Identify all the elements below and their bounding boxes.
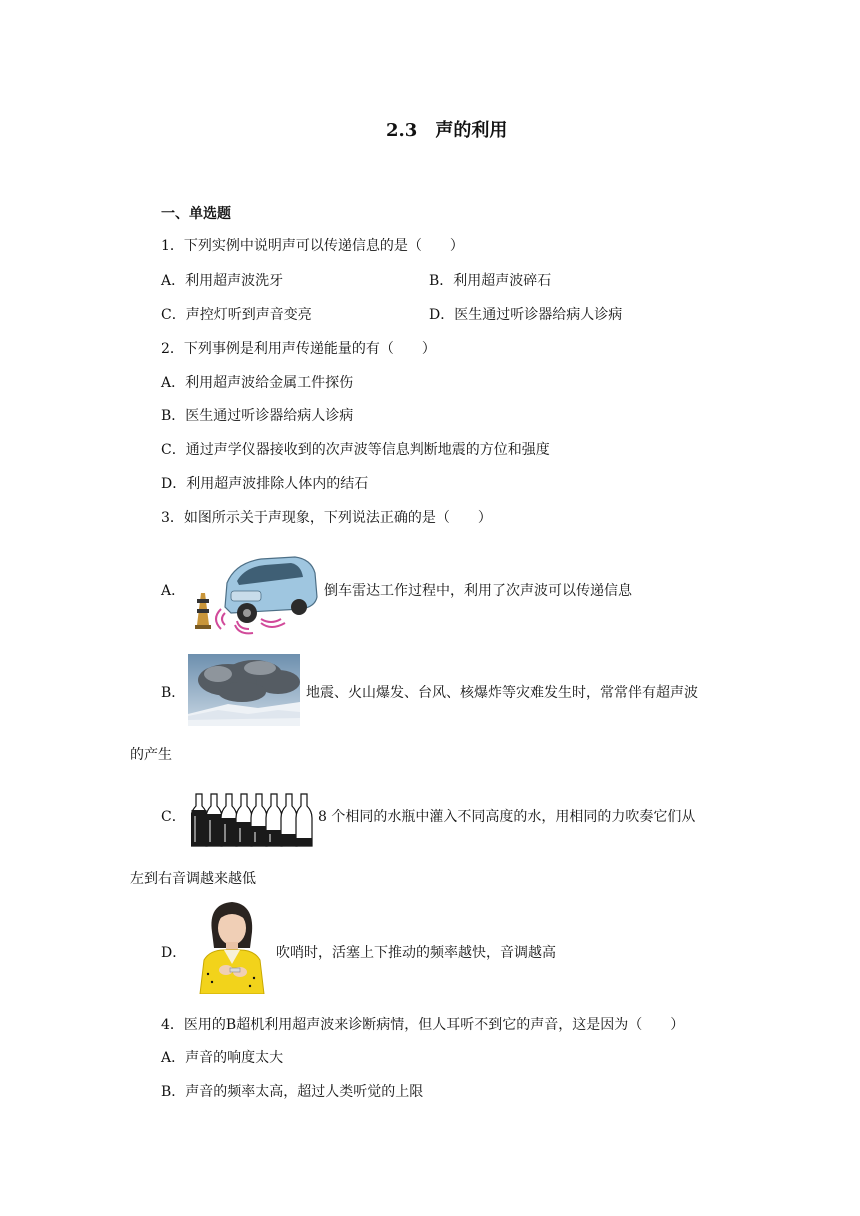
q2-option-a: A．利用超声波给金属工件探伤 <box>161 375 354 391</box>
q2-option-d: D．利用超声波排除人体内的结石 <box>161 476 369 492</box>
q1-option-c: C．声控灯听到声音变亮 <box>161 307 312 323</box>
section-heading: 一、单选题 <box>161 206 231 222</box>
q2-stem: 2．下列事例是利用声传递能量的有（ ） <box>161 341 436 357</box>
q3-option-d-text: 吹哨时，活塞上下推动的频率越快，音调越高 <box>276 945 556 961</box>
q3-option-c-continuation: 左到右音调越来越低 <box>130 871 256 887</box>
q2-option-b: B．医生通过听诊器给病人诊病 <box>161 408 354 424</box>
q4-stem: 4．医用的B超机利用超声波来诊断病情，但人耳听不到它的声音，这是因为（ ） <box>161 1017 685 1033</box>
q3-option-b-continuation: 的产生 <box>130 747 172 763</box>
q1-option-a: A．利用超声波洗牙 <box>161 273 284 289</box>
water-bottles-image <box>191 792 313 848</box>
q3-option-c-label: C． <box>161 809 186 825</box>
q2-option-c: C．通过声学仪器接收到的次声波等信息判断地震的方位和强度 <box>161 442 550 458</box>
q1-option-b: B．利用超声波碎石 <box>429 273 552 289</box>
q3-option-d-label: D． <box>161 945 187 961</box>
page-title: 2.3 声的利用 <box>386 120 508 141</box>
q4-option-a: A．声音的响度太大 <box>161 1050 284 1066</box>
q3-option-a-text: 倒车雷达工作过程中，利用了次声波可以传递信息 <box>324 583 632 599</box>
volcano-eruption-image <box>188 654 300 726</box>
reversing-car-image <box>191 553 319 635</box>
q1-option-d: D．医生通过听诊器给病人诊病 <box>429 307 623 323</box>
q3-option-b-text: 地震、火山爆发、台风、核爆炸等灾难发生时，常常伴有超声波 <box>306 685 698 701</box>
q4-option-b: B．声音的频率太高，超过人类听觉的上限 <box>161 1084 424 1100</box>
q1-stem: 1．下列实例中说明声可以传递信息的是（ ） <box>161 238 464 254</box>
q3-option-c-text: 8 个相同的水瓶中灌入不同高度的水，用相同的力吹奏它们从 <box>318 809 696 825</box>
girl-whistle-image <box>190 898 272 994</box>
q3-option-b-label: B． <box>161 685 186 701</box>
q3-option-a-label: A． <box>161 583 186 599</box>
q3-stem: 3．如图所示关于声现象，下列说法正确的是（ ） <box>161 510 492 526</box>
